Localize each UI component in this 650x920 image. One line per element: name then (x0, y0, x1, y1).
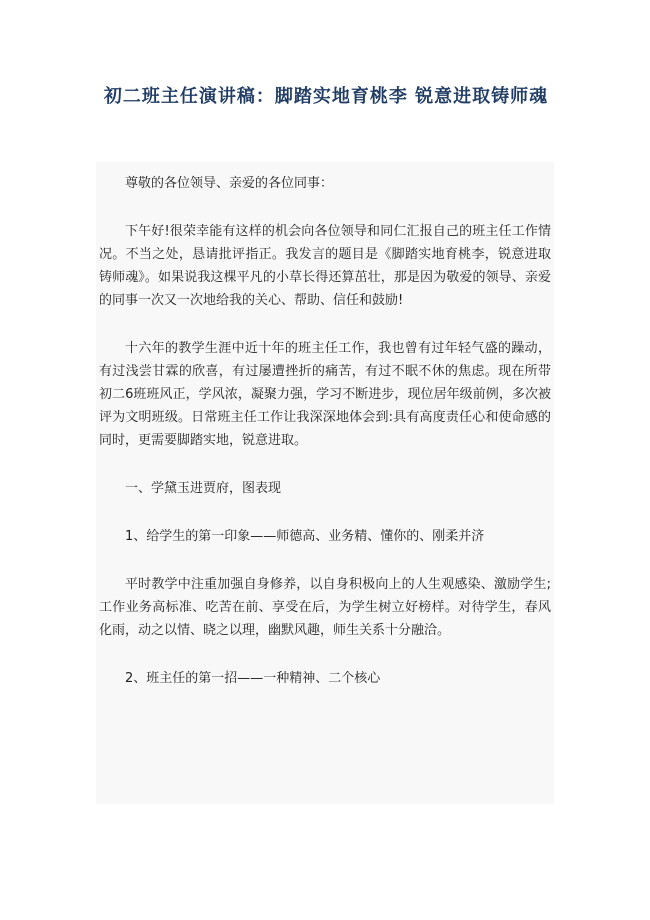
self-cultivation-paragraph: 平时教学中注重加强自身修养，以自身积极向上的人生观感染、激励学生;工作业务高标准、吃苦在前、享受在后，为学生树立好榜样。对待学生，春风化雨，动之以情、晓之以理，幽默风趣，师生关系十分融洽。 (99, 577, 551, 638)
intro-paragraph: 下午好!很荣幸能有这样的机会向各位领导和同仁汇报自己的班主任工作情况。不当之处，恳请批评指正。我发言的题目是《脚踏实地育桃李，锐意进取铸师魂》。如果说我这棵平凡的小草长得还算茁壮，那是因为敬爱的领导、亲爱的同事一次又一次地给我的关心、帮助、信任和鼓励! (99, 224, 551, 308)
document-title: 初二班主任演讲稿：脚踏实地育桃李 锐意进取铸师魂 (103, 86, 549, 107)
subsection-heading-1: 1、给学生的第一印象——师德高、业务精、懂你的、刚柔并济 (125, 529, 485, 544)
experience-paragraph: 十六年的教学生涯中近十年的班主任工作，我也曾有过年轻气盛的躁动，有过浅尝甘霖的欣喜，有过屡遭挫折的痛苦，有过不眠不休的焦虑。现在所带初二6班班风正，学风浓，凝聚力强，学习不断进步，现位居年级前例，多次被评为文明班级。日常班主任工作让我深深地体会到:具有高度责任心和使命感的同时，更需要脚踏实地，锐意进取。 (99, 341, 551, 448)
document-body (96, 162, 554, 804)
subsection-heading-2: 2、班主任的第一招——一种精神、二个核心 (125, 671, 381, 686)
section-heading-1: 一、学黛玉进贾府，图表现 (125, 481, 282, 496)
greeting-paragraph: 尊敬的各位领导、亲爱的各位同事： (125, 176, 334, 191)
